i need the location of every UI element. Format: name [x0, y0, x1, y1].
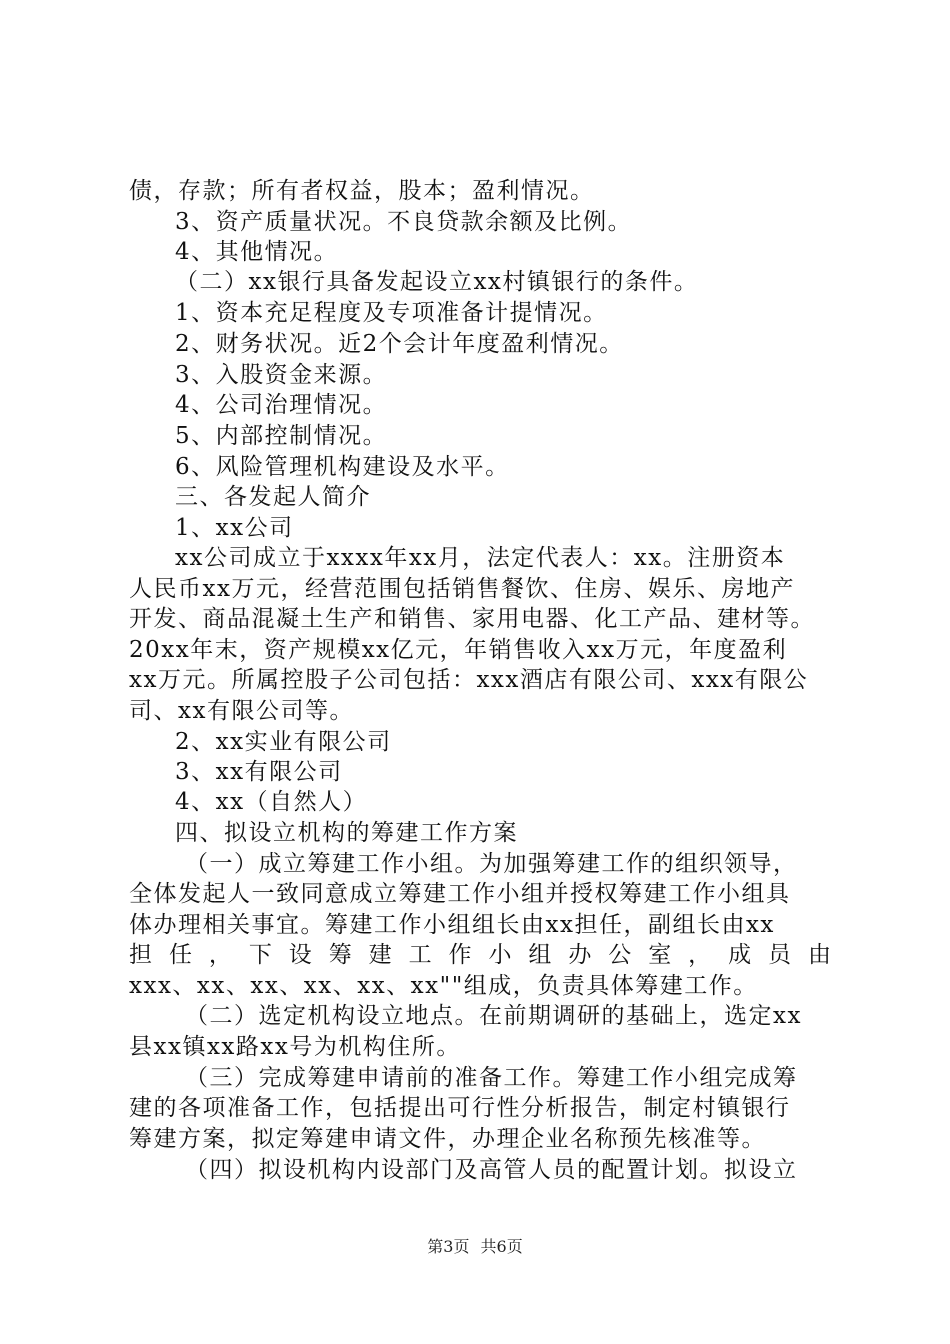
text-line: 司、xx有限公司等。 — [129, 698, 354, 724]
section-heading: 四、拟设立机构的筹建工作方案 — [175, 820, 518, 846]
text-line: 5、内部控制情况。 — [175, 423, 388, 449]
text-line: 3、xx有限公司 — [175, 759, 343, 785]
text-line: 人民币xx万元，经营范围包括销售餐饮、住房、娱乐、房地产 — [129, 576, 795, 602]
text-line: 债，存款；所有者权益，股本；盈利情况。 — [129, 178, 595, 204]
text-line: 1、xx公司 — [175, 515, 294, 541]
text-line: （二）xx银行具备发起设立xx村镇银行的条件。 — [175, 269, 699, 295]
text-line: 4、公司治理情况。 — [175, 392, 388, 418]
text-line: 担 任 ， 下 设 筹 建 工 作 小 组 办 公 室 ， 成 员 由 — [129, 942, 831, 968]
section-heading: 三、各发起人简介 — [175, 484, 371, 510]
text-line: xxx、xx、xx、xx、xx、xx""组成，负责具体筹建工作。 — [129, 973, 758, 999]
text-line: 筹建方案，拟定筹建申请文件，办理企业名称预先核准等。 — [129, 1126, 766, 1152]
page-total: 共6页 — [480, 1237, 523, 1256]
text-line: 3、资产质量状况。不良贷款余额及比例。 — [175, 209, 633, 235]
text-line: 3、入股资金来源。 — [175, 362, 388, 388]
text-line: 建的各项准备工作，包括提出可行性分析报告，制定村镇银行 — [129, 1095, 791, 1121]
page-number: 第3页 — [427, 1237, 470, 1256]
text-line: （四）拟设机构内设部门及高管人员的配置计划。拟设立 — [185, 1157, 798, 1183]
text-line: 体办理相关事宜。筹建工作小组组长由xx担任，副组长由xx — [129, 912, 775, 938]
text-line: 全体发起人一致同意成立筹建工作小组并授权筹建工作小组具 — [129, 881, 791, 907]
text-line: 4、其他情况。 — [175, 239, 339, 265]
text-line: 1、资本充足程度及专项准备计提情况。 — [175, 300, 608, 326]
page-footer — [0, 1237, 950, 1257]
text-line: 县xx镇xx路xx号为机构住所。 — [129, 1034, 461, 1060]
text-line: 2、xx实业有限公司 — [175, 729, 392, 755]
text-line: （三）完成筹建申请前的准备工作。筹建工作小组完成筹 — [185, 1065, 798, 1091]
text-line: 20xx年末，资产规模xx亿元，年销售收入xx万元，年度盈利 — [129, 637, 788, 663]
text-line: 4、xx（自然人） — [175, 789, 368, 815]
text-line: 6、风险管理机构建设及水平。 — [175, 454, 510, 480]
text-line: xx万元。所属控股子公司包括：xxx酒店有限公司、xxx有限公 — [129, 667, 809, 693]
text-line: xx公司成立于xxxx年xx月，法定代表人：xx。注册资本 — [175, 545, 786, 571]
text-line: 开发、商品混凝土生产和销售、家用电器、化工产品、建材等。 — [129, 606, 815, 632]
text-line: （二）选定机构设立地点。在前期调研的基础上，选定xx — [185, 1003, 802, 1029]
text-line: （一）成立筹建工作小组。为加强筹建工作的组织领导， — [185, 851, 798, 877]
text-line: 2、财务状况。近2个会计年度盈利情况。 — [175, 331, 624, 357]
